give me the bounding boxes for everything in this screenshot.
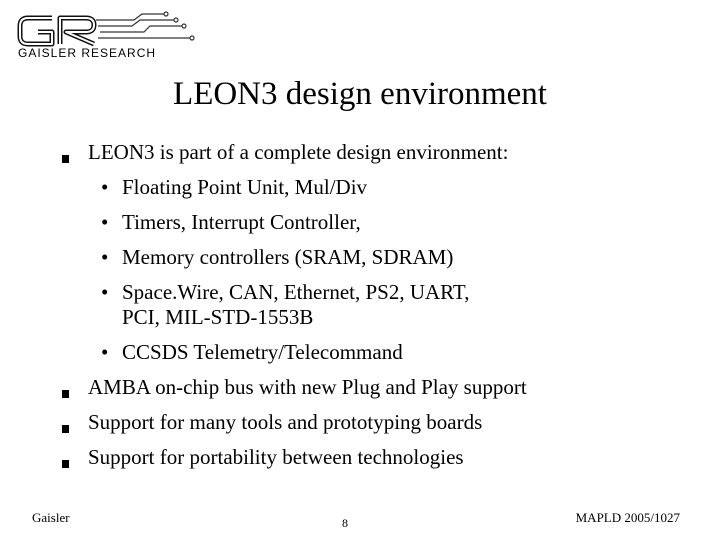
bullet-item: Support for portability between technologies <box>88 445 464 469</box>
bullet-item: AMBA on-chip bus with new Plug and Play support <box>88 375 527 399</box>
square-bullet-icon <box>62 379 78 404</box>
square-bullet-icon <box>62 144 78 169</box>
square-bullet-icon <box>62 449 78 474</box>
square-bullet-icon <box>62 414 78 439</box>
sub-bullet-item: Space.Wire, CAN, Ethernet, PS2, UART, <box>122 280 470 304</box>
page-number: 8 <box>342 516 348 530</box>
footer-author: Gaisler <box>32 510 70 525</box>
bullet-item: LEON3 is part of a complete design environment: <box>88 140 509 164</box>
sub-bullet-item: CCSDS Telemetry/Telecommand <box>122 340 403 364</box>
slide-title: LEON3 design environment <box>173 76 547 112</box>
sub-bullet-item: Floating Point Unit, Mul/Div <box>122 175 368 199</box>
sub-bullet-continuation: PCI, MIL-STD-1553B <box>122 305 314 329</box>
bullet-dot: • <box>101 280 109 304</box>
footer-event: MAPLD 2005/1027 <box>575 510 680 525</box>
bullet-dot: • <box>101 175 109 199</box>
logo-text: GAISLER RESEARCH <box>18 46 157 60</box>
bullet-dot: • <box>101 245 109 269</box>
sub-bullet-item: Memory controllers (SRAM, SDRAM) <box>122 245 454 269</box>
bullet-dot: • <box>101 340 109 364</box>
sub-bullet-item: Timers, Interrupt Controller, <box>122 210 361 234</box>
bullet-item: Support for many tools and prototyping boards <box>88 410 483 434</box>
bullet-dot: • <box>101 210 109 234</box>
